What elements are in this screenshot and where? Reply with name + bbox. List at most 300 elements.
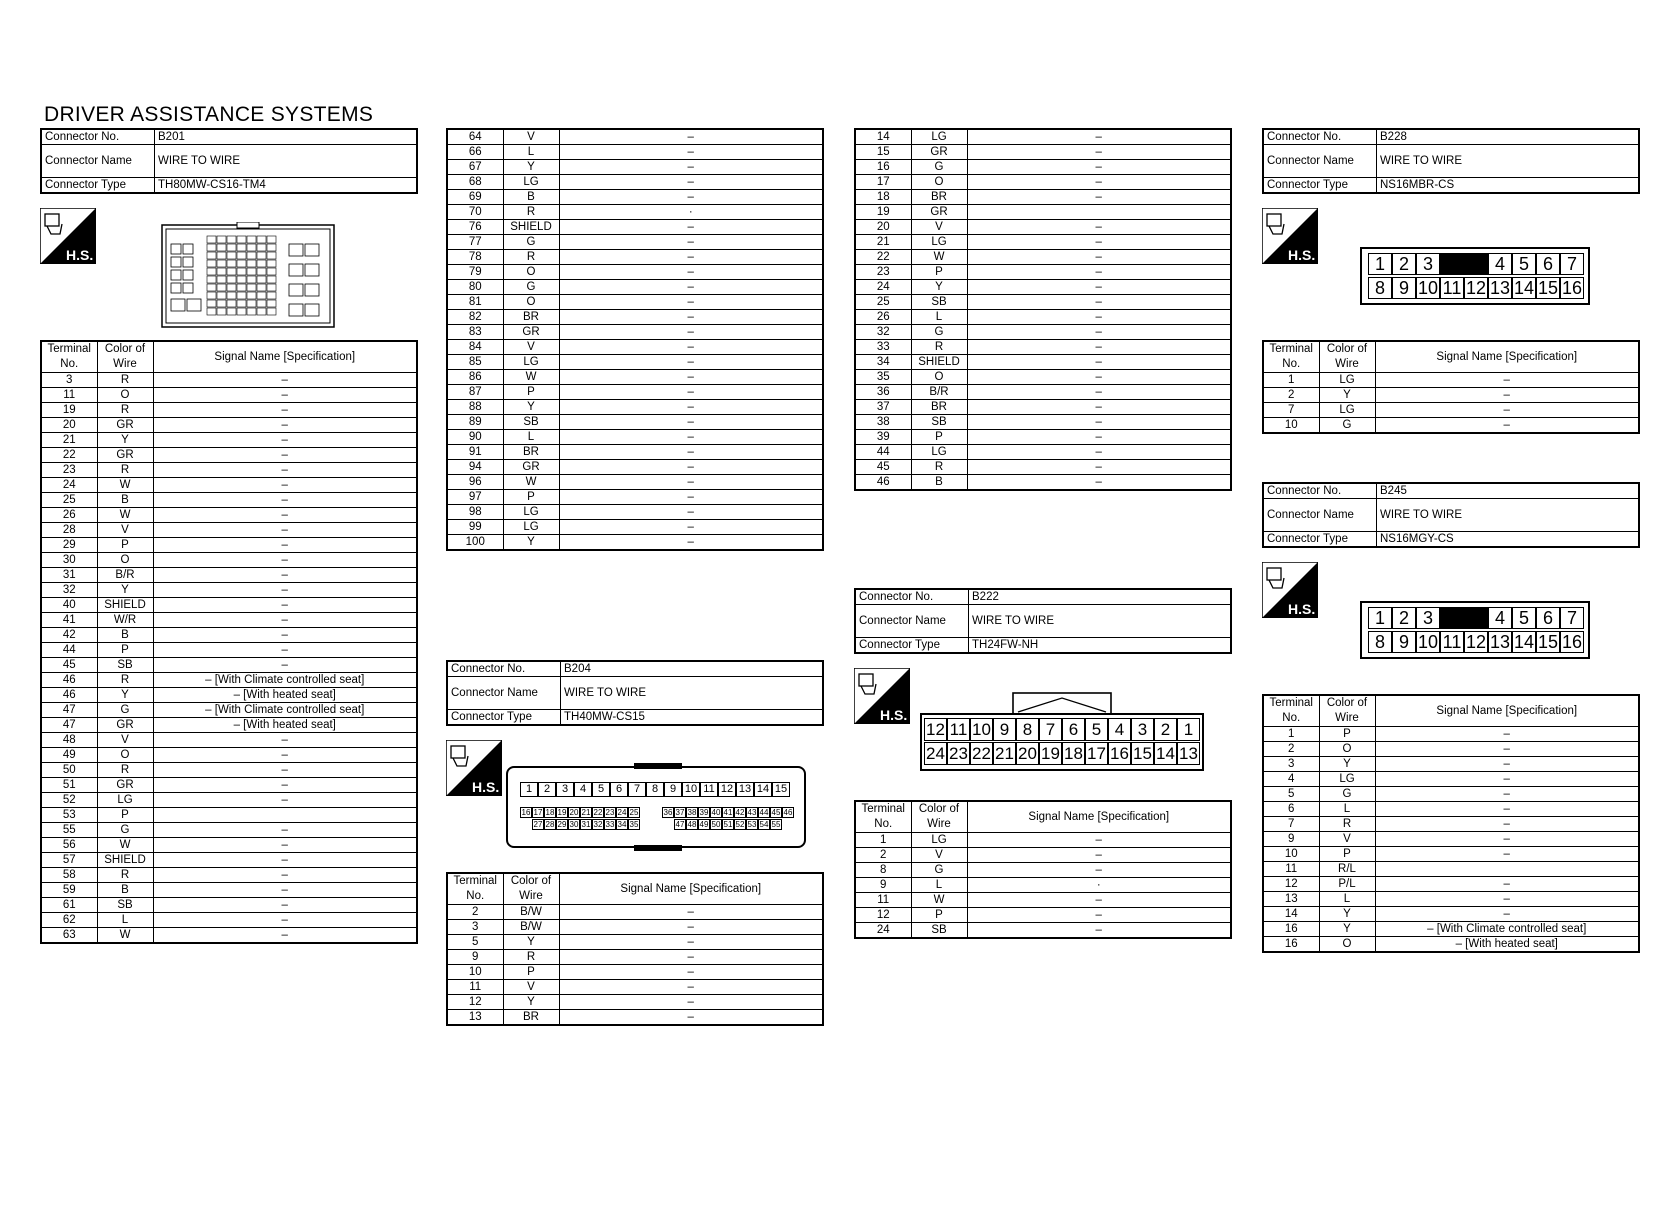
terminal-no-cell: 35 — [855, 370, 911, 385]
table-row — [41, 538, 417, 553]
connector-pin: 44 — [759, 808, 769, 817]
signal-name-cell: – — [967, 833, 1231, 848]
terminal-no-cell: 12 — [447, 995, 503, 1010]
wire-color-cell: GR — [503, 325, 559, 340]
signal-name-cell: – — [1375, 388, 1639, 403]
terminal-no-cell: 10 — [1263, 847, 1319, 862]
terminal-no-cell: 56 — [41, 838, 97, 853]
table-row — [41, 463, 417, 478]
terminal-no-cell: 5 — [447, 935, 503, 950]
signal-name-cell: – — [559, 950, 823, 965]
wire-color-cell: G — [1319, 787, 1375, 802]
terminal-no-cell: 8 — [855, 863, 911, 878]
signal-name-cell: – — [967, 129, 1231, 145]
header-signal-name: Signal Name [Specification] — [1375, 341, 1639, 373]
wire-color-cell: Y — [97, 433, 153, 448]
terminal-no-cell: 33 — [855, 340, 911, 355]
signal-name-cell: – — [153, 748, 417, 763]
signal-name-cell: – — [967, 863, 1231, 878]
connector-pin: 37 — [675, 808, 685, 817]
signal-name-cell: – — [967, 250, 1231, 265]
wire-color-cell: V — [911, 848, 967, 863]
header-color-of-wire: Color of Wire — [97, 341, 153, 373]
table-row — [855, 295, 1231, 310]
signal-name-cell: – — [1375, 907, 1639, 922]
signal-name-cell: – — [153, 373, 417, 388]
terminal-no-cell: 80 — [447, 280, 503, 295]
b245-info-table — [1262, 482, 1640, 548]
table-row — [855, 430, 1231, 445]
connector-pin: 1 — [520, 782, 538, 797]
terminal-no-cell: 82 — [447, 310, 503, 325]
connector-pin: 23 — [605, 808, 615, 817]
table-row — [41, 373, 417, 388]
terminal-no-cell: 38 — [855, 415, 911, 430]
wire-color-cell: L — [1319, 892, 1375, 907]
connector-pin: 14 — [1513, 632, 1535, 652]
table-row — [855, 175, 1231, 190]
label-connector-name: Connector Name — [447, 677, 561, 710]
table-row — [447, 190, 823, 205]
connector-pin: 32 — [593, 820, 603, 829]
terminal-no-cell: 11 — [447, 980, 503, 995]
terminal-no-cell: 17 — [855, 175, 911, 190]
table-row — [1263, 937, 1639, 953]
header-color-of-wire: Color of Wire — [911, 801, 967, 833]
wire-color-cell: L — [503, 145, 559, 160]
signal-name-cell: – — [967, 310, 1231, 325]
signal-name-cell: – — [153, 418, 417, 433]
connector-pin: 18 — [1062, 742, 1085, 765]
connector-harness-hs-icon — [1262, 208, 1318, 264]
header-terminal-no: Terminal No. — [1263, 695, 1319, 727]
terminal-no-cell: 62 — [41, 913, 97, 928]
wire-color-cell: P/L — [1319, 877, 1375, 892]
signal-name-cell: – — [1375, 373, 1639, 388]
signal-name-cell: – — [153, 763, 417, 778]
connector-pin: 33 — [605, 820, 615, 829]
terminal-no-cell: 10 — [447, 965, 503, 980]
wire-color-cell: Y — [97, 688, 153, 703]
table-row — [41, 763, 417, 778]
signal-name-cell: – — [559, 145, 823, 160]
connector-pin: 1 — [1368, 253, 1392, 275]
signal-name-cell: – — [153, 838, 417, 853]
label-connector-type: Connector Type — [41, 178, 155, 194]
b222-type: TH24FW-NH — [969, 638, 1232, 654]
terminal-no-cell: 48 — [41, 733, 97, 748]
wire-color-cell: SB — [911, 415, 967, 430]
table-row — [855, 280, 1231, 295]
b245-name: WIRE TO WIRE — [1377, 499, 1640, 532]
b201-info-table — [40, 128, 418, 194]
b204-type: TH40MW-CS15 — [561, 710, 824, 726]
wire-color-cell: BR — [503, 1010, 559, 1026]
terminal-no-cell: 83 — [447, 325, 503, 340]
connector-pin: 55 — [771, 820, 781, 829]
table-row — [855, 370, 1231, 385]
table-row — [447, 905, 823, 920]
connector-pin: 35 — [629, 820, 639, 829]
table-row — [447, 280, 823, 295]
connector-pin: 25 — [629, 808, 639, 817]
table-row — [447, 250, 823, 265]
terminal-no-cell: 25 — [41, 493, 97, 508]
connector-pin: 13 — [1489, 278, 1511, 298]
signal-name-cell: – — [967, 445, 1231, 460]
label-connector-type: Connector Type — [1263, 532, 1377, 548]
terminal-no-cell: 47 — [41, 703, 97, 718]
hs-label: H.S. — [66, 247, 94, 263]
table-row — [447, 265, 823, 280]
table-row — [855, 385, 1231, 400]
b204-info-table — [446, 660, 824, 726]
wire-color-cell: L — [1319, 802, 1375, 817]
terminal-no-cell: 50 — [41, 763, 97, 778]
wire-color-cell: P — [911, 430, 967, 445]
table-row — [447, 460, 823, 475]
terminal-no-cell: 11 — [1263, 862, 1319, 877]
connector-pin: 38 — [687, 808, 697, 817]
terminal-no-cell: 1 — [1263, 727, 1319, 742]
signal-name-cell: – — [559, 340, 823, 355]
terminal-no-cell: 30 — [41, 553, 97, 568]
connector-pin: 1 — [1368, 607, 1392, 629]
connector-pin: 8 — [646, 782, 664, 797]
connector-pin: 8 — [1016, 718, 1039, 741]
terminal-no-cell: 84 — [447, 340, 503, 355]
table-row — [447, 430, 823, 445]
terminal-no-cell: 31 — [41, 568, 97, 583]
terminal-no-cell: 23 — [855, 265, 911, 280]
signal-name-cell: – — [153, 628, 417, 643]
wire-color-cell: W — [911, 893, 967, 908]
signal-name-cell: – — [559, 475, 823, 490]
signal-name-cell: – — [153, 643, 417, 658]
table-row — [41, 673, 417, 688]
table-row — [855, 893, 1231, 908]
connector-pin: 9 — [1392, 277, 1416, 299]
b204-connector-face — [506, 766, 806, 848]
signal-name-cell: – — [153, 913, 417, 928]
terminal-no-cell: 91 — [447, 445, 503, 460]
signal-name-cell: – — [153, 613, 417, 628]
signal-name-cell: – — [559, 445, 823, 460]
wire-color-cell: R — [503, 205, 559, 220]
wire-color-cell: Y — [97, 583, 153, 598]
label-connector-name: Connector Name — [1263, 499, 1377, 532]
terminal-no-cell: 55 — [41, 823, 97, 838]
signal-name-cell: – — [153, 823, 417, 838]
label-connector-name: Connector Name — [41, 145, 155, 178]
table-row — [1263, 418, 1639, 434]
b204-no: B204 — [561, 661, 824, 677]
signal-name-cell: – [With heated seat] — [153, 718, 417, 733]
signal-name-cell: – — [559, 995, 823, 1010]
connector-pin: 4 — [1488, 607, 1512, 629]
terminal-no-cell: 32 — [855, 325, 911, 340]
signal-name-cell: – — [559, 280, 823, 295]
terminal-no-cell: 20 — [855, 220, 911, 235]
wire-color-cell: W — [503, 370, 559, 385]
signal-name-cell: – — [1375, 757, 1639, 772]
wire-color-cell: GR — [97, 418, 153, 433]
table-row — [447, 505, 823, 520]
table-row — [447, 490, 823, 505]
connector-key-block — [1440, 607, 1488, 629]
signal-name-cell: – — [559, 535, 823, 551]
connector-pin: 24 — [924, 742, 947, 765]
wire-color-cell: G — [911, 160, 967, 175]
table-row — [1263, 727, 1639, 742]
signal-name-cell: – — [153, 493, 417, 508]
connector-pin: 6 — [610, 782, 628, 797]
connector-pin: 13 — [736, 782, 754, 797]
signal-name-cell: – — [967, 235, 1231, 250]
table-row — [41, 823, 417, 838]
b201-name: WIRE TO WIRE — [155, 145, 418, 178]
signal-name-cell: – — [967, 430, 1231, 445]
wire-color-cell: LG — [503, 175, 559, 190]
wire-color-cell: P — [1319, 847, 1375, 862]
terminal-no-cell: 18 — [855, 190, 911, 205]
b201-connector-face — [161, 222, 336, 330]
terminal-no-cell: 24 — [855, 280, 911, 295]
b204-terminal-table-b — [854, 128, 1232, 491]
table-row — [41, 718, 417, 733]
table-row — [447, 1010, 823, 1026]
connector-pin: 16 — [521, 808, 531, 817]
terminal-no-cell: 37 — [855, 400, 911, 415]
wire-color-cell: LG — [503, 505, 559, 520]
wire-color-cell: G — [1319, 418, 1375, 434]
wire-color-cell: W — [503, 475, 559, 490]
terminal-no-cell: 90 — [447, 430, 503, 445]
table-row — [447, 965, 823, 980]
connector-pin: 7 — [1560, 253, 1584, 275]
table-row — [447, 535, 823, 551]
signal-name-cell: – — [1375, 418, 1639, 434]
signal-name-cell: – — [153, 478, 417, 493]
signal-name-cell — [153, 808, 417, 823]
connector-pin: 28 — [545, 820, 555, 829]
table-row — [1263, 847, 1639, 862]
terminal-no-cell: 89 — [447, 415, 503, 430]
table-row — [41, 643, 417, 658]
terminal-no-cell: 94 — [447, 460, 503, 475]
signal-name-cell: – — [1375, 772, 1639, 787]
table-row — [447, 920, 823, 935]
wire-color-cell: W/R — [97, 613, 153, 628]
signal-name-cell: · — [967, 878, 1231, 893]
connector-pin: 10 — [1417, 278, 1439, 298]
b201-terminal-table-a — [40, 340, 418, 944]
connector-pin: 42 — [735, 808, 745, 817]
connector-pin: 9 — [664, 782, 682, 797]
b245-connector-face — [1360, 601, 1590, 659]
connector-pin: 6 — [1536, 253, 1560, 275]
connector-pin: 48 — [687, 820, 697, 829]
connector-pin: 39 — [699, 808, 709, 817]
wire-color-cell: Y — [503, 935, 559, 950]
terminal-no-cell: 2 — [1263, 742, 1319, 757]
signal-name-cell: – — [153, 898, 417, 913]
table-row — [855, 145, 1231, 160]
signal-name-cell: – — [559, 920, 823, 935]
terminal-no-cell: 85 — [447, 355, 503, 370]
signal-name-cell: – — [967, 923, 1231, 939]
connector-pin: 50 — [711, 820, 721, 829]
wire-color-cell: LG — [1319, 403, 1375, 418]
terminal-no-cell: 68 — [447, 175, 503, 190]
terminal-no-cell: 28 — [41, 523, 97, 538]
wire-color-cell: O — [911, 175, 967, 190]
connector-pin: 12 — [718, 782, 736, 797]
table-row — [1263, 742, 1639, 757]
connector-pin: 51 — [723, 820, 733, 829]
terminal-no-cell: 5 — [1263, 787, 1319, 802]
table-row — [1263, 862, 1639, 877]
terminal-no-cell: 12 — [855, 908, 911, 923]
table-row — [41, 403, 417, 418]
connector-pin: 9 — [993, 718, 1016, 741]
b222-terminal-table — [854, 800, 1232, 939]
signal-name-cell: – — [967, 280, 1231, 295]
header-color-of-wire: Color of Wire — [1319, 695, 1375, 727]
signal-name-cell: – — [1375, 892, 1639, 907]
table-row — [447, 340, 823, 355]
connector-pin: 19 — [1039, 742, 1062, 765]
wire-color-cell: G — [97, 703, 153, 718]
connector-pin: 7 — [1039, 718, 1062, 741]
terminal-no-cell: 20 — [41, 418, 97, 433]
connector-pin: 8 — [1368, 631, 1392, 653]
table-row — [1263, 373, 1639, 388]
table-row — [1263, 787, 1639, 802]
wire-color-cell: R — [97, 673, 153, 688]
terminal-no-cell: 14 — [855, 129, 911, 145]
table-row — [447, 220, 823, 235]
signal-name-cell: – — [559, 505, 823, 520]
terminal-no-cell: 1 — [1263, 373, 1319, 388]
connector-pin: 13 — [1177, 742, 1200, 765]
terminal-no-cell: 11 — [41, 388, 97, 403]
signal-name-cell: – — [153, 568, 417, 583]
table-row — [41, 523, 417, 538]
b222-connector-face — [920, 692, 1204, 772]
connector-pin: 24 — [617, 808, 627, 817]
connector-pin: 27 — [533, 820, 543, 829]
signal-name-cell: – — [153, 403, 417, 418]
terminal-no-cell: 19 — [41, 403, 97, 418]
connector-harness-hs-icon — [446, 740, 502, 796]
wire-color-cell: P — [1319, 727, 1375, 742]
wire-color-cell: SB — [97, 898, 153, 913]
wire-color-cell: LG — [911, 445, 967, 460]
signal-name-cell: – — [153, 853, 417, 868]
b222-no: B222 — [969, 589, 1232, 605]
signal-name-cell: – — [967, 145, 1231, 160]
connector-pin: 3 — [1416, 607, 1440, 629]
wire-color-cell: B — [97, 628, 153, 643]
header-signal-name: Signal Name [Specification] — [153, 341, 417, 373]
wire-color-cell: SB — [911, 295, 967, 310]
b228-no: B228 — [1377, 129, 1640, 145]
signal-name-cell: – — [153, 658, 417, 673]
terminal-no-cell: 9 — [447, 950, 503, 965]
wire-color-cell: GR — [97, 778, 153, 793]
terminal-no-cell: 45 — [41, 658, 97, 673]
label-connector-no: Connector No. — [41, 129, 155, 145]
hs-label: H.S. — [1288, 601, 1316, 617]
label-connector-no: Connector No. — [855, 589, 969, 605]
wire-color-cell: GR — [503, 460, 559, 475]
wire-color-cell: O — [1319, 937, 1375, 953]
terminal-no-cell: 100 — [447, 535, 503, 551]
signal-name-cell: – [With heated seat] — [153, 688, 417, 703]
signal-name-cell: – — [153, 778, 417, 793]
terminal-no-cell: 47 — [41, 718, 97, 733]
wire-color-cell: Y — [503, 535, 559, 551]
header-color-of-wire: Color of Wire — [1319, 341, 1375, 373]
connector-harness-hs-icon — [1262, 562, 1318, 618]
terminal-no-cell: 32 — [41, 583, 97, 598]
connector-pin: 22 — [970, 742, 993, 765]
terminal-no-cell: 7 — [1263, 817, 1319, 832]
table-row — [447, 385, 823, 400]
connector-pin: 5 — [592, 782, 610, 797]
terminal-no-cell: 13 — [1263, 892, 1319, 907]
table-row — [855, 878, 1231, 893]
terminal-no-cell: 19 — [855, 205, 911, 220]
table-row — [1263, 403, 1639, 418]
table-row — [41, 703, 417, 718]
wire-color-cell: Y — [1319, 757, 1375, 772]
header-signal-name: Signal Name [Specification] — [1375, 695, 1639, 727]
signal-name-cell: – — [559, 129, 823, 145]
wire-color-cell: P — [503, 385, 559, 400]
label-connector-name: Connector Name — [1263, 145, 1377, 178]
terminal-no-cell: 41 — [41, 613, 97, 628]
table-row — [855, 340, 1231, 355]
wire-color-cell: V — [97, 523, 153, 538]
wire-color-cell: P — [97, 643, 153, 658]
signal-name-cell: – — [153, 733, 417, 748]
table-row — [447, 475, 823, 490]
signal-name-cell: – — [153, 523, 417, 538]
wire-color-cell: R — [97, 403, 153, 418]
hs-label: H.S. — [1288, 247, 1316, 263]
signal-name-cell: – — [153, 508, 417, 523]
table-row — [447, 355, 823, 370]
wire-color-cell: LG — [503, 520, 559, 535]
connector-pin: 31 — [581, 820, 591, 829]
signal-name-cell: – — [559, 175, 823, 190]
table-row — [41, 418, 417, 433]
terminal-no-cell: 1 — [855, 833, 911, 848]
wire-color-cell: B/R — [911, 385, 967, 400]
wire-color-cell: W — [97, 478, 153, 493]
signal-name-cell: – [With heated seat] — [1375, 937, 1639, 953]
wire-color-cell: O — [503, 295, 559, 310]
wire-color-cell: SB — [503, 415, 559, 430]
b228-type: NS16MBR-CS — [1377, 178, 1640, 194]
signal-name-cell: – — [153, 883, 417, 898]
header-signal-name: Signal Name [Specification] — [559, 873, 823, 905]
terminal-no-cell: 63 — [41, 928, 97, 944]
table-row — [447, 370, 823, 385]
terminal-no-cell: 2 — [447, 905, 503, 920]
